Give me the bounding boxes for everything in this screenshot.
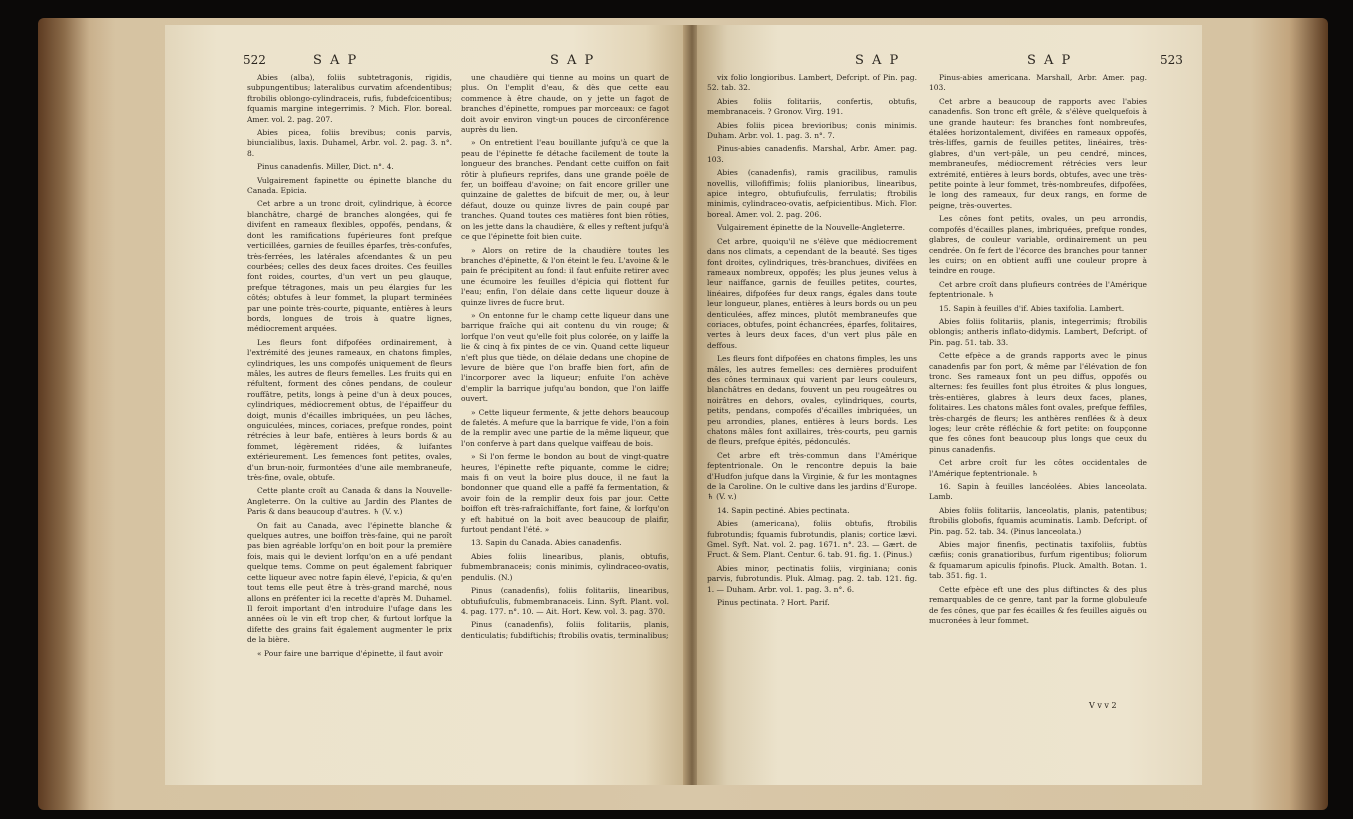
paragraph: 16. Sapin à feuilles lancéolées. Abies lanceolata. Lamb. bbox=[929, 482, 1147, 502]
paragraph: Cette efpèce eft une des plus diftinctes & des plus remarquables de ce genre, tant par la forme globuleufe de fes cônes, que par fes écailles & fes feuilles aiguës ou mucronées à leur fommet. bbox=[929, 584, 1147, 625]
left-column-1 bbox=[247, 73, 452, 678]
paragraph: Cet arbre a un tronc droit, cylindrique, à écorce blanchâtre, chargé de branches alongées, qui fe divifent en rameaux flexibles, oppofés, pendans, & dont les ramifications fupérieures font prefque verticillées, garnies de feuilles éparfes, très-confufes, très-ferrées, les latérales afcendantes & un peu courbées; celles des deux faces droites. Ces feuilles font roides, courtes, d'un vert un peu glauque, prefque tétragones, mais un peu élargies fur les côtés; obtufes à leur fommet, la plupart terminées par une pointe très-courte, piquante, entières à leurs bords, longues de trois à quatre lignes, médiocrement arquées. bbox=[247, 199, 452, 334]
paragraph: 13. Sapin du Canada. Abies canadenfis. bbox=[471, 538, 622, 548]
paragraph: Pinus-abies americana. Marshall, Arbr. Amer. pag. 103. bbox=[929, 73, 1147, 93]
paragraph: » On entretient l'eau bouillante jufqu'à ce que la peau de l'épinette fe détache facilement de toute la longueur des branches. Pendant cette cuiffon on fait rôtir à plufieurs reprifes, dans une grande poële de fer, un boiffeau d'avoine; on fait encore griller une quinzaine de galettes de bifcuit de mer, ou, à leur défaut, douze ou quinze livres de pain coupé par tranches. Quand toutes ces matières font bien rôties, on les jette dans la chaudière, & elles y reftent jufqu'à ce que l'épinette foit bien cuite. bbox=[461, 138, 669, 242]
left-page-number: 522 bbox=[243, 53, 266, 67]
paragraph: une chaudière qui tienne au moins un quart de plus. On l'emplit d'eau, & dès que cette eau commence à être chaude, on y jette un fagot de branches d'épinette, rompues par morceaux: ce fagot doit avoir environ vingt-un pouces de circonférence auprès du lien. bbox=[461, 73, 669, 135]
paragraph: Abies major finenfis, pectinatis taxifoliis, fubtùs cæfiis; conis granatioribus, furfum rigentibus; foliorum & fquamarum apiculis fpinofis. Pluck. Amalth. Botan. 1. tab. 351. fig. 1. bbox=[929, 540, 1147, 581]
paragraph: Abies foliis folitariis, planis, integerrimis; ftrobilis oblongis; antheris inflato-didymis. Lambert, Defcript. of Pin. pag. 51. tab. 33. bbox=[929, 316, 1147, 347]
right-page-number: 523 bbox=[1160, 53, 1183, 67]
paragraph: Pinus pectinata. ? Hort. Parif. bbox=[717, 598, 830, 608]
paragraph: 14. Sapin pectiné. Abies pectinata. bbox=[717, 505, 850, 515]
paragraph: Les cônes font petits, ovales, un peu arrondis, compofés d'écailles planes, imbriquées, prefque rondes, glabres, de couleur variable, ordinairement un peu cendrée. On fe fert de l'écorce des branches pour tanner les cuirs; on en obtient auffi une couleur propre à teindre en rouge. bbox=[929, 214, 1147, 276]
paragraph: Abies picea, foliis brevibus; conis parvis, biuncialibus, laxis. Duhamel, Arbr. vol. 2. pag. 3. n°. 8. bbox=[247, 128, 452, 158]
paragraph: Cette plante croît au Canada & dans la Nouvelle-Angleterre. On la cultive au Jardin des Plantes de Paris & dans beaucoup d'autres. ♄ (V. v.) bbox=[247, 486, 452, 517]
paragraph: Abies foliis folitariis, confertis, obtufis, membranaceis. ? Gronov. Virg. 191. bbox=[707, 96, 917, 117]
signature-mark: V v v 2 bbox=[1089, 701, 1117, 710]
paragraph: Abies (canadenfis), ramis gracilibus, ramulis novellis, villofiffimis; foliis planioribus, linearibus, apice integro, obtufiufculis, ferrulatis; ftrobilis minimis, cylindraceo-ovatis, aefpicientibus. Mich. Flor. boreal. Amer. vol. 2. pag. 206. bbox=[707, 168, 917, 219]
paragraph: Abies foliis folitariis, lanceolatis, planis, patentibus; ftrobilis globofis, fquamis acuminatis. Lamb. Defcript. of Pin. pag. 52. tab. 34. (Pinus lanceolata.) bbox=[929, 505, 1147, 536]
paragraph: » On entonne fur le champ cette liqueur dans une barrique fraîche qui ait contenu du vin rouge; & lorfque l'on veut qu'elle foit plus colorée, on y laiffe la lie & cinq à fix pintes de ce vin. Quand cette liqueur n'eft plus que tiède, on délaie dedans une chopine de levure de bière que l'on braffe bien fort, afin de l'incorporer avec la liqueur; enfuite l'on achève d'emplir la barrique jufqu'au bondon, que l'on laiffe ouvert. bbox=[461, 310, 669, 404]
left-running-head-1: S A P bbox=[313, 53, 359, 68]
paragraph: Cet arbre croît fur les côtes occidentales de l'Amérique feptentrionale. ♄ bbox=[929, 458, 1147, 478]
paragraph: Abies foliis picea brevioribus; conis minimis. Duham. Arbr. vol. 1. pag. 3. n°. 7. bbox=[707, 120, 917, 141]
right-running-head-1: S A P bbox=[855, 53, 901, 68]
left-column-2 bbox=[461, 73, 669, 698]
paragraph: » Alors on retire de la chaudière toutes les branches d'épinette, & l'on éteint le feu. L'avoine & le pain fe précipitent au fond: il faut enfuite retirer avec une écumoire les feuilles d'épicia qui flottent fur l'eau; enfin, l'on délaie dans cette liqueur douze à quinze livres de fucre brut. bbox=[461, 245, 669, 307]
paragraph: Les fleurs font difpofées en chatons fimples, les uns mâles, les autres femelles: ces dernières produifent des cônes terminaux qui varient par leurs couleurs, blanchâtres en dedans, fouvent un peu rougeâtres ou noirâtres en dehors, ovales, cylindriques, courts, petits, pendans, compofés d'écailles imbriquées, un peu arrondies, planes, entières à leurs bords. Les chatons mâles font axillaires, très-courts, peu garnis de fleurs, prefque épités, pédonculés. bbox=[707, 354, 917, 447]
paragraph: Abies (americana), foliis obtufis, ftrobilis fubrotundis; fquamis fubrotundis, planis; cortice lævi. Gmel. Syft. Nat. vol. 2. pag. 1671. n°. 23. — Gært. de Fruct. & Sem. Plant. Centur. 6. tab. 91. fig. 1. (Pinus.) bbox=[707, 519, 917, 560]
paragraph: Cet arbre, quoiqu'il ne s'élève que médiocrement dans nos climats, a cependant de la beauté. Ses tiges font droites, cylindriques, très-branchues, divifées en rameaux nombreux, oppofés; les plus jeunes velus à leur naiffance, garnis de feuilles petites, courtes, linéaires, difpofées fur deux rangs, égales dans toute leur longueur, planes, entières à leurs bords ou un peu denticulées, affez minces, plutôt membraneufes que coriaces, obtufes, point échancrées, éparfes, folitaires, vertes à leurs deux faces, d'un vert plus pâle en deffous. bbox=[707, 236, 917, 350]
paragraph: Pinus (canadenfis), foliis folitariis, linearibus, obtufiufculis, fubmembranaceis. Linn. Syft. Plant. vol. 4. pag. 177. n°. 10. — Ait. Hort. Kew. vol. 3. pag. 370. bbox=[461, 586, 669, 616]
paragraph: On fait au Canada, avec l'épinette blanche & quelques autres, une boiffon très-faine, qui ne paroît pas bien agréable lorfqu'on en boit pour la première fois, mais qui le devient lorfqu'on en a ufé pendant quelque tems. Comme on peut également fabriquer cette liqueur avec notre fapin élevé, l'epicia, & qu'en tout tems elle peut être à très-grand marché, nous allons en préfenter ici la recette d'après M. Duhamel. Il feroit important d'en introduire l'ufage dans les années où le vin eft trop cher, & furtout lorfque la difette des grains fait également augmenter le prix de la bière. bbox=[247, 520, 452, 645]
paragraph: Cette efpèce a de grands rapports avec le pinus canadenfis par fon port, & même par l'élévation de fon tronc. Ses rameaux font un peu diffus, oppofés ou alternes: fes feuilles font plus étroites & plus longues, très-entières, glabres à leurs deux faces, planes, folitaires. Les chatons mâles font ovales, prefque feffiles, très-chargés de fleurs; les anthères renflées & à deux loges; leur crête réfléchie & fort petite: on foupçonne que fes cônes font beaucoup plus longs que ceux du pinus canadenfis. bbox=[929, 351, 1147, 454]
paragraph: » Si l'on ferme le bondon au bout de vingt-quatre heures, l'épinette refte piquante, comme le cidre; mais fi on veut la boire plus douce, il ne faut la bondonner que quand elle a paffé fa fermentation, & avoir foin de la remplir deux fois par jour. Cette boiffon eft très-rafraîchiffante, fort faine, & lorfqu'on y eft habitué on la boit avec beaucoup de plaifir, furtout pendant l'été. » bbox=[461, 452, 669, 535]
paragraph: 15. Sapin à feuilles d'if. Abies taxifolia. Lambert. bbox=[939, 303, 1125, 313]
paragraph: Pinus (canadenfis), foliis folitariis, planis, denticulatis; fubdiftichis; ftrobilis ovatis, terminalibus; bbox=[461, 620, 669, 640]
right-running-head-2: S A P bbox=[1027, 53, 1073, 68]
paragraph: Cet arbre a beaucoup de rapports avec l'abies canadenfis. Son tronc eft grêle, & s'élève quelquefois à une grande hauteur: fes branches font nombreufes, étalées horizontalement, divifées en rameaux oppofés, très-liffes, garnis de feuilles petites, linéaires, très-glabres, d'un vert-pâle, un peu cendré, minces, membraneufes, médiocrement rétrécies vers leur extrémité, entières à leurs bords, obtufes, avec une très-petite pointe à leur fommet, très-nombreufes, difpofées, le long des rameaux, fur deux rangs, en forme de peigne, très-ouvertes. bbox=[929, 96, 1147, 210]
paragraph: Abies minor, pectinatis foliis, virginiana; conis parvis, fubrotundis. Pluk. Almag. pag. 2. tab. 121. fig. 1. — Duham. Arbr. vol. 1. pag. 3. n°. 6. bbox=[707, 563, 917, 594]
right-column-2 bbox=[929, 73, 1147, 698]
paragraph: Vulgairement épinette de la Nouvelle-Angleterre. bbox=[717, 223, 905, 233]
paragraph: Pinus-abies canadenfis. Marshal, Arbr. Amer. pag. 103. bbox=[707, 144, 917, 164]
paragraph: Abies (alba), foliis subtetragonis, rigidis, subpungentibus; lateralibus curvatim afcendentibus; ftrobilis oblongo-cylindraceis, rufis, fubdefcicentibus; fquamis margine integerrimis. ? Mich. Flor. boreal. Amer. vol. 2. pag. 207. bbox=[247, 73, 452, 124]
paragraph: » Cette liqueur fermente, & jette dehors beaucoup de faletés. A mefure que la barrique fe vide, l'on a foin de la remplir avec une partie de la même liqueur, que l'on conferve à part dans quelque vaiffeau de bois. bbox=[461, 407, 669, 448]
right-page bbox=[697, 25, 1202, 785]
paragraph: Cet arbre croît dans plufieurs contrées de l'Amérique feptentrionale. ♄ bbox=[929, 279, 1147, 300]
paragraph: Les fleurs font difpofées ordinairement, à l'extrémité des jeunes rameaux, en chatons fimples, cylindriques, les uns compofés uniquement de fleurs mâles, les autres de fleurs femelles. Les fruits qui en réfultent, forment des cônes pendans, de couleur rouffâtre, petits, longs à peine d'un à deux pouces, cylindriques, médiocrement obtus, de l'épaiffeur du doigt, munis d'écailles imbriquées, un peu lâches, onguiculées, minces, coriaces, prefque rondes, point rétrécies à leur bafe, entières à leurs bords & au fommet, légèrement ridées, & luifantes extérieurement. Les femences font petites, ovales, d'un brun-noir, furmontées d'une aile membraneufe, très-fine, ovale, obtufe. bbox=[247, 337, 452, 483]
right-column-1 bbox=[707, 73, 917, 608]
paragraph: Cet arbre eft très-commun dans l'Amérique feptentrionale. On le rencontre depuis la baie d'Hudfon jufque dans la Virginie, & fur les montagnes de la Caroline. On le cultive dans les jardins d'Europe. ♄ (V. v.) bbox=[707, 450, 917, 502]
paragraph: Vulgairement fapinette ou épinette blanche du Canada. Epicia. bbox=[247, 175, 452, 196]
paragraph: Pinus canadenfis. Miller, Dict. n°. 4. bbox=[257, 162, 394, 172]
left-page bbox=[165, 25, 687, 785]
paragraph: vix folio longioribus. Lambert, Defcript. of Pin. pag. 52. tab. 32. bbox=[707, 73, 917, 93]
paragraph: Abies foliis linearibus, planis, obtufis, fubmembranaceis; conis minimis, cylindraceo-ovatis, pendulis. (N.) bbox=[461, 551, 669, 582]
left-running-head-2: S A P bbox=[550, 53, 596, 68]
paragraph: « Pour faire une barrique d'épinette, il faut avoir bbox=[257, 648, 443, 658]
